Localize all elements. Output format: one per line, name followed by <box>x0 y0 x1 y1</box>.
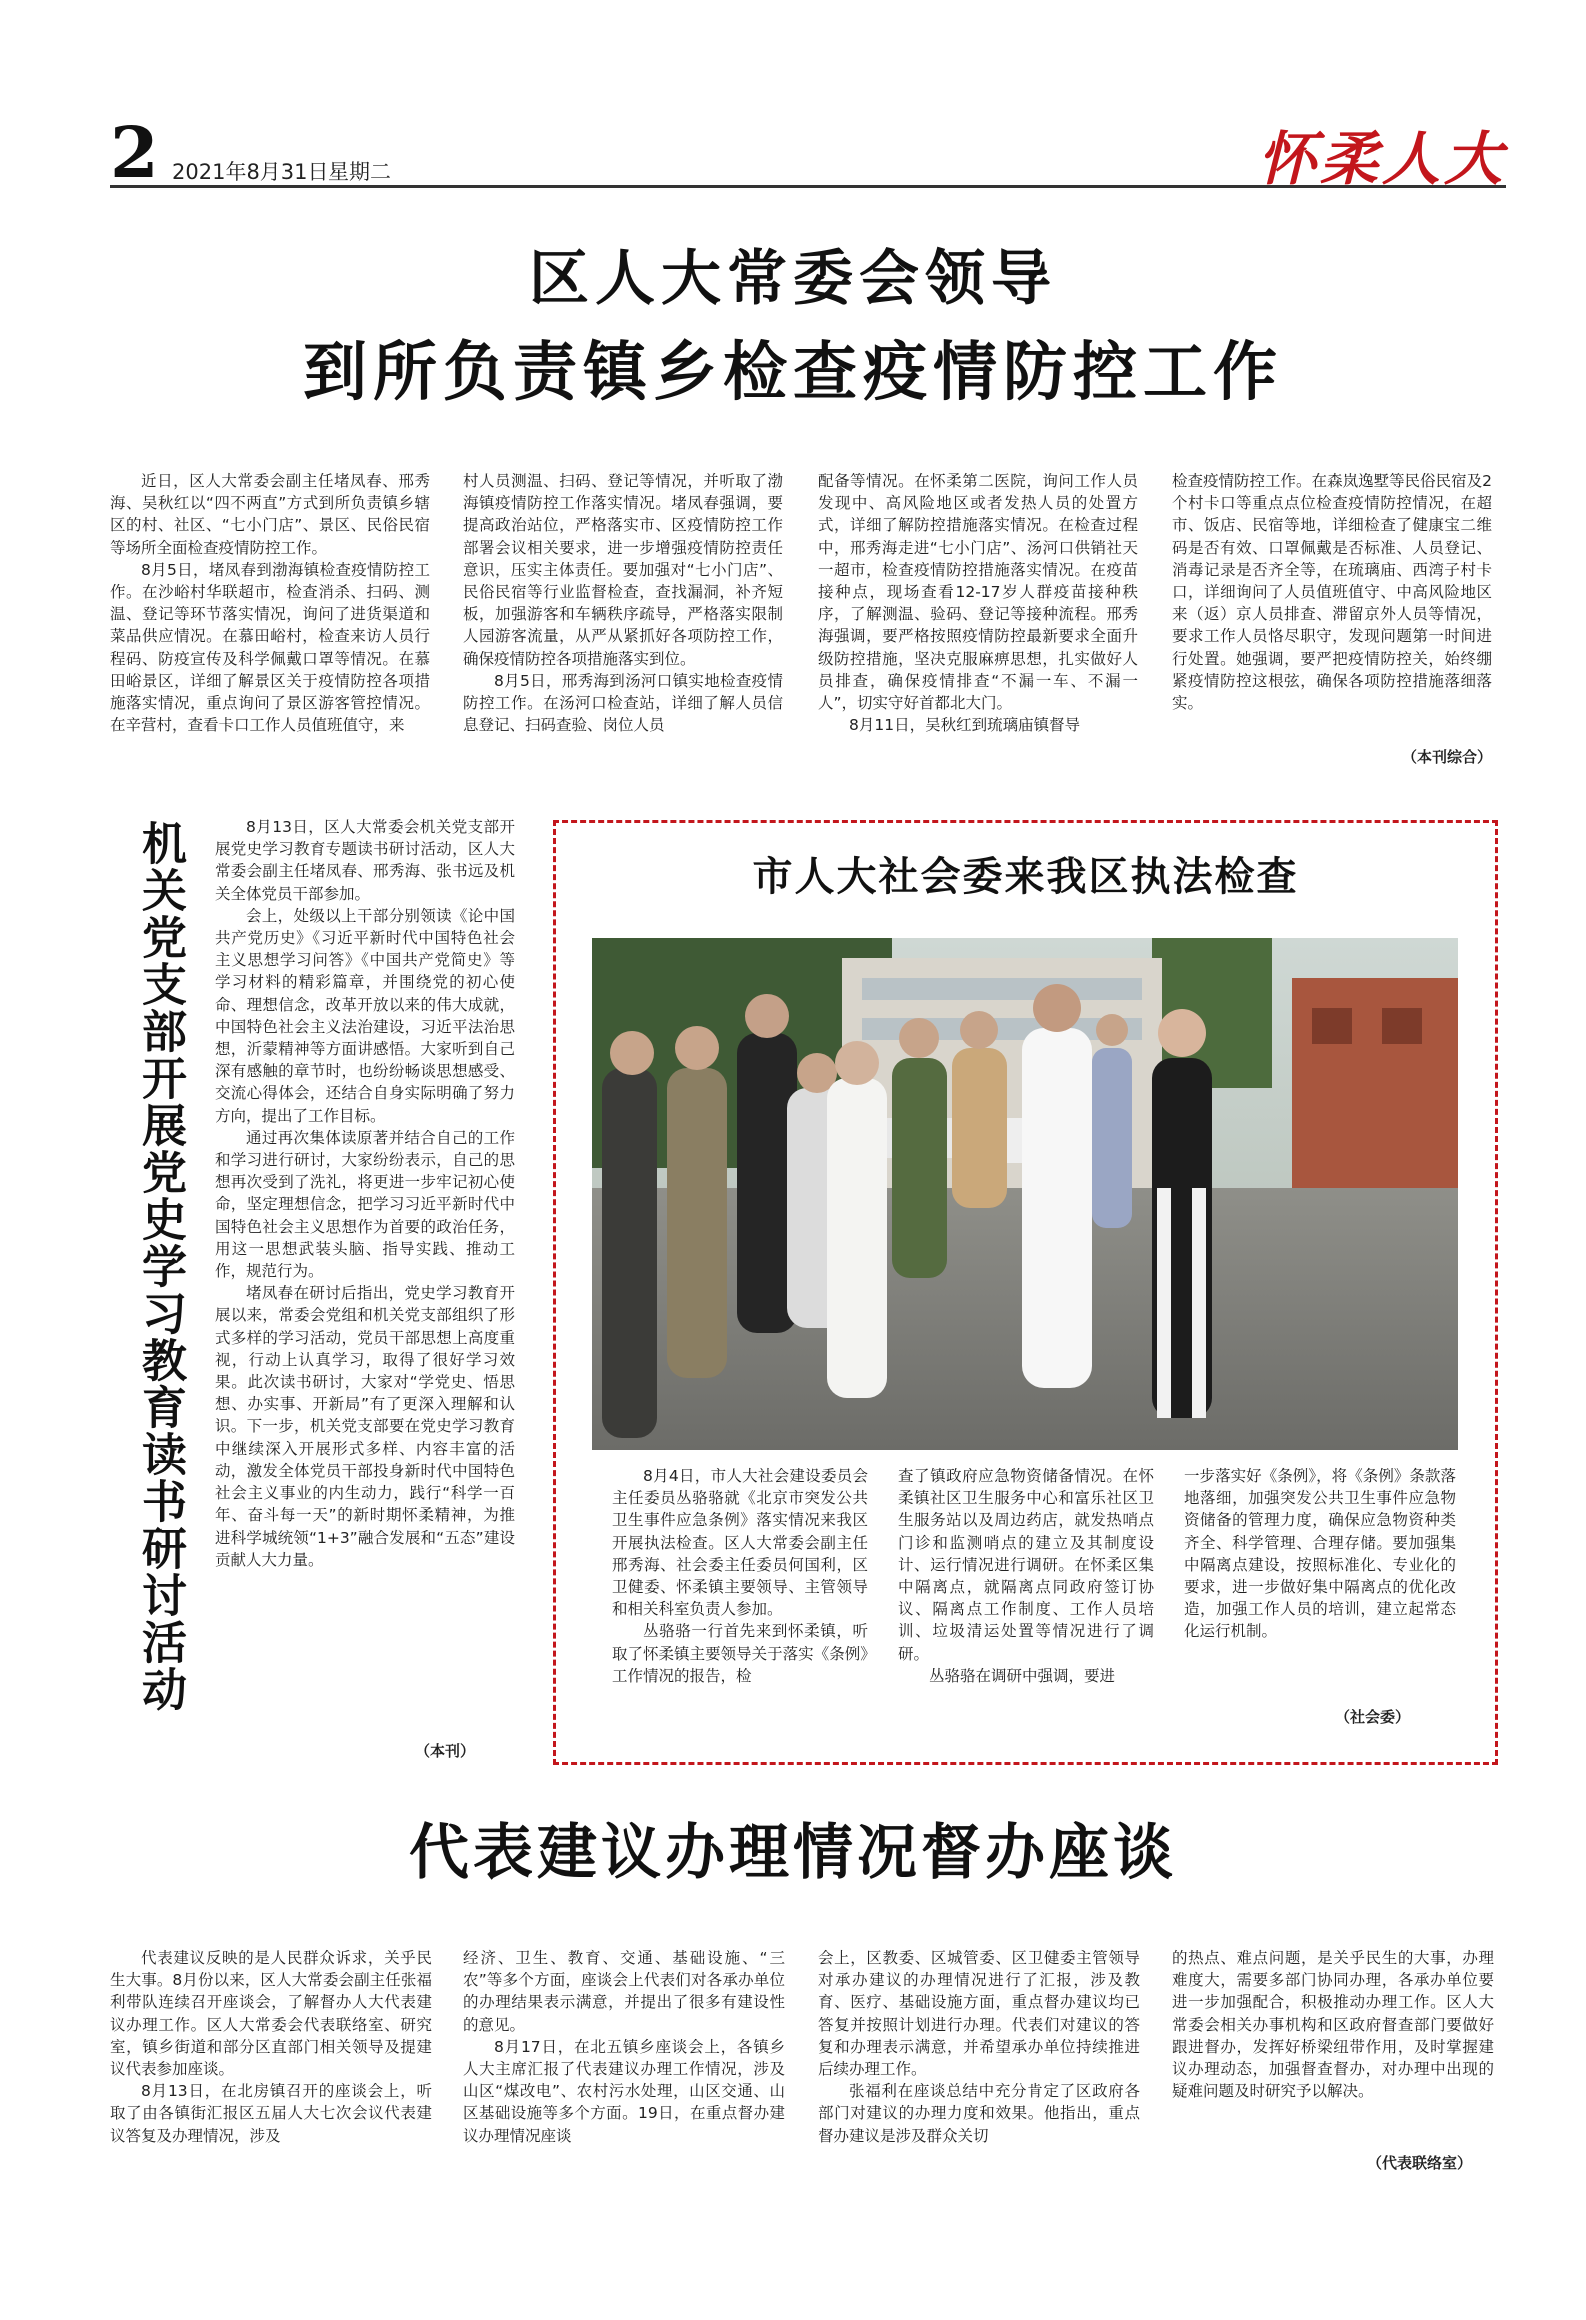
article4-column-2 <box>463 1947 785 2147</box>
paragraph: 查了镇政府应急物资储备情况。在怀柔镇社区卫生服务中心和富乐社区卫生服务站以及周边药店，就发热哨点门诊和监测哨点的建立及其制度设计、运行情况进行调研。在怀柔区集中隔离点，就隔离点同政府签订协议、隔离点工作制度、工作人员培训、垃圾清运处置等情况进行了调研。 <box>898 1467 1154 1663</box>
article1-column-3 <box>818 470 1138 736</box>
paragraph: 8月13日，区人大常委会机关党支部开展党史学习教育专题读书研讨活动，区人大常委会副主任堵凤春、邢秀海、张书远及机关全体党员干部参加。 <box>215 818 515 903</box>
paragraph: 会上，处级以上干部分别领读《论中国共产党历史》《习近平新时代中国特色社会主义思想学习问答》《中国共产党简史》等学习材料的精彩篇章，并围绕党的初心使命、理想信念，改革开放以来的伟大成就，中国特色社会主义法治建设，习近平法治思想，沂蒙精神等方面讲感悟。大家听到自己深有感触的章节时，也纷纷畅谈思想感受、交流心得体会，还结合自身实际明确了努力方向，提出了工作目标。 <box>215 906 515 1125</box>
article3-credit: （社会委） <box>1334 1708 1410 1726</box>
paragraph: 村人员测温、扫码、登记等情况，并听取了渤海镇疫情防控工作落实情况。堵凤春强调，要提高政治站位，严格落实市、区疫情防控工作部署会议相关要求，进一步增强疫情防控责任意识，压实主体责任。要加强对“七小门店”、民俗民宿等行业监督检查，查找漏洞，补齐短板，加强游客和车辆秩序疏导，严格落实限制人园游客流量，从严从紧抓好各项防控工作，确保疫情防控各项措施落实到位。 <box>463 472 783 668</box>
paragraph: 通过再次集体读原著并结合自己的工作和学习进行研讨，大家纷纷表示，自己的思想再次受到了洗礼，将更进一步牢记初心使命，坚定理想信念，把学习习近平新时代中国特色社会主义思想作为首要的政治任务，用这一思想武装头脑、指导实践、推动工作，规范行为。 <box>215 1128 515 1281</box>
inspection-photo <box>592 938 1458 1450</box>
article1-title-line1: 区人大常委会领导 <box>529 244 1057 314</box>
header-rule <box>110 185 1506 188</box>
article4-title: 代表建议办理情况督办座谈 <box>409 1818 1177 1888</box>
paragraph: 8月17日，在北五镇乡座谈会上，各镇乡人大主席汇报了代表建议办理工作情况，涉及山区“煤改电”、农村污水处理，山区交通、山区基础设施等多个方面。19日，在重点督办建议办理情况座谈 <box>463 2037 785 2145</box>
article4-column-1 <box>110 1947 432 2147</box>
paragraph: 8月11日，吴秋红到琉璃庙镇督导 <box>849 716 1081 735</box>
article1-column-1 <box>110 470 430 736</box>
paragraph: 近日，区人大常委会副主任堵凤春、邢秀海、吴秋红以“四不两直”方式到所负责镇乡辖区的村、社区、“七小门店”、景区、民俗民宿等场所全面检查疫情防控工作。 <box>110 472 430 557</box>
paragraph: 会上，区教委、区城管委、区卫健委主管领导对承办建议的办理情况进行了汇报，涉及教育、医疗、基础设施方面，重点督办建议均已答复并按照计划进行办理。代表们对建议的答复和办理表示满意，并希望承办单位持续推进后续办理工作。 <box>818 1949 1140 2079</box>
issue-date: 2021年8月31日 <box>172 160 329 184</box>
paragraph: 8月5日，堵凤春到渤海镇检查疫情防控工作。在沙峪村华联超市，检查消杀、扫码、测温、登记等环节落实情况，询问了进货渠道和菜品供应情况。在慕田峪村，检查来访人员行程码、防疫宣传及科学佩戴口罩等情况。在慕田峪景区，详细了解景区关于疫情防控各项措施落实情况，重点询问了景区游客管控情况。在辛营村，查看卡口工作人员值班值守，来 <box>110 560 430 735</box>
article3-column-3 <box>1184 1465 1456 1643</box>
paragraph: 代表建议反映的是人民群众诉求，关乎民生大事。8月份以来，区人大常委会副主任张福利带队连续召开座谈会，了解督办人大代表建议办理工作。区人大常委会代表联络室、研究室，镇乡街道和部分区直部门相关领导及提建议代表参加座谈。 <box>110 1949 432 2079</box>
issue-weekday: 星期二 <box>328 160 391 184</box>
article2-credit: （本刊） <box>414 1742 475 1760</box>
paragraph: 8月4日，市人大社会建设委员会主任委员丛骆骆就《北京市突发公共卫生事件应急条例》落实情况来我区开展执法检查。区人大常委会副主任邢秀海、社会委主任委员何国利，区卫健委、怀柔镇主要领导、主管领导和相关科室负责人参加。 <box>612 1467 868 1619</box>
paragraph: 堵凤春在研讨后指出，党史学习教育开展以来，常委会党组和机关党支部组织了形式多样的学习活动，党员干部思想上高度重视，行动上认真学习，取得了很好学习效果。此次读书研讨，大家对“学党史、悟思想、办实事、开新局”有了更深入理解和认识。下一步，机关党支部要在党史学习教育中继续深入开展形式多样、内容丰富的活动，激发全体党员干部投身新时代中国特色社会主义事业的内生动力，践行“科学一百年、奋斗每一天”的新时期怀柔精神，为推进科学城统领“1+3”融合发展和“五态”建设贡献人大力量。 <box>215 1284 515 1569</box>
page-number: 2 <box>110 111 159 194</box>
paragraph: 检查疫情防控工作。在森岚逸墅等民俗民宿及2个村卡口等重点点位检查疫情防控情况，在超市、饭店、民宿等地，详细检查了健康宝二维码是否有效、口罩佩戴是否标准、人员登记、消毒记录是否齐全等，在琉璃庙、西湾子村卡口，详细询问了人员值班值守、中高风险地区来（返）京人员排查、滞留京外人员等情况，要求工作人员恪尽职守，发现问题第一时间进行处置。她强调，要严把疫情防控关，始终绷紧疫情防控这根弦，确保各项防控措施落细落实。 <box>1172 472 1492 713</box>
article1-credit: （本刊综合） <box>1401 748 1492 766</box>
article4-column-3 <box>818 1947 1140 2147</box>
paragraph: 配备等情况。在怀柔第二医院，询问工作人员发现中、高风险地区或者发热人员的处置方式，详细了解防控措施落实情况。在检查过程中，邢秀海走进“七小门店”、汤河口供销社天一超市，检查疫情防控措施落实情况。在疫苗接种点，现场查看12-17岁人群疫苗接种秩序，了解测温、验码、登记等接种流程。邢秀海强调，要严格按照疫情防控最新要求全面升级防控措施，坚决克服麻痹思想，扎实做好人员排查，确保疫情排查“不漏一车、不漏一人”，切实守好首都北大门。 <box>818 472 1138 713</box>
paragraph: 8月13日，在北房镇召开的座谈会上，听取了由各镇街汇报区五届人大七次会议代表建议答复及办理情况，涉及 <box>110 2082 432 2145</box>
article4-column-4 <box>1172 1947 1494 2102</box>
paragraph: 一步落实好《条例》，将《条例》条款落地落细，加强突发公共卫生事件应急物资储备的管理力度，确保应急物资种类齐全、科学管理、合理存储。要加强集中隔离点建设，按照标准化、专业化的要求，进一步做好集中隔离点的优化改造，加强工作人员的培训，建立起常态化运行机制。 <box>1184 1467 1456 1641</box>
paragraph: 的热点、难点问题，是关乎民生的大事，办理难度大，需要多部门协同办理，各承办单位要进一步加强配合，积极推动办理工作。区人大常委会相关办事机构和区政府督查部门要做好跟进督办，发挥好桥梁纽带作用，及时掌握建议办理动态，加强督查督办，对办理中出现的疑难问题及时研究予以解决。 <box>1172 1949 1494 2101</box>
photo-illustration <box>592 938 1458 1450</box>
paragraph: 丛骆骆在调研中强调，要进 <box>929 1666 1116 1685</box>
paragraph: 8月5日，邢秀海到汤河口镇实地检查疫情防控工作。在汤河口检查站，详细了解人员信息登记、扫码查验、岗位人员 <box>463 671 783 735</box>
article3-title: 市人大社会委来我区执法检查 <box>752 853 1299 900</box>
article2-title: 机关党支部开展党史学习教育读书研讨活动 <box>134 820 187 1713</box>
article1-column-4 <box>1172 470 1492 714</box>
paragraph: 经济、卫生、教育、交通、基础设施、“三农”等多个方面，座谈会上代表们对各承办单位的办理结果表示满意，并提出了很多有建设性的意见。 <box>463 1949 785 2034</box>
article3-column-1 <box>612 1465 868 1687</box>
paragraph: 丛骆骆一行首先来到怀柔镇，听取了怀柔镇主要领导关于落实《条例》工作情况的报告，检 <box>612 1622 868 1685</box>
article1-title-line2: 到所负责镇乡检查疫情防控工作 <box>303 336 1283 410</box>
article4-credit: （代表联络室） <box>1366 2154 1472 2172</box>
article3-column-2 <box>898 1465 1154 1687</box>
brand-logo: 怀柔人大 <box>1257 125 1506 193</box>
article1-column-2 <box>463 470 783 736</box>
paragraph: 张福利在座谈总结中充分肯定了区政府各部门对建议的办理力度和效果。他指出，重点督办建议是涉及群众关切 <box>818 2082 1140 2145</box>
article2-column <box>215 816 515 1571</box>
